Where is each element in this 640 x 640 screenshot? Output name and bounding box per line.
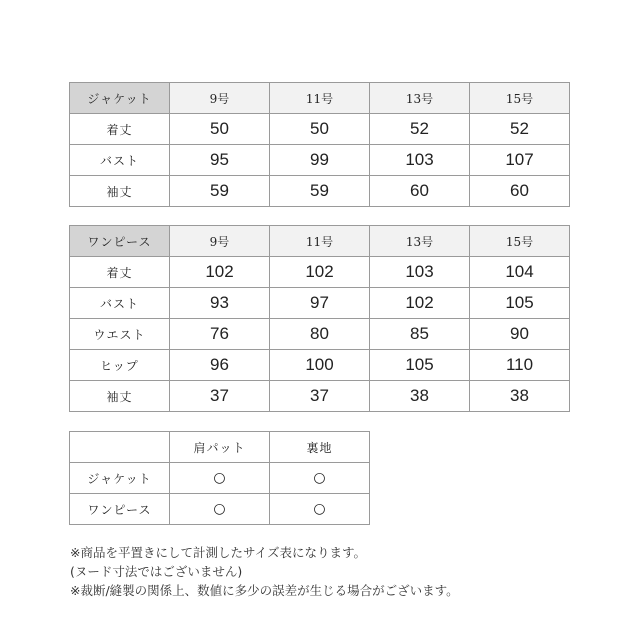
- measurement-cell: 50: [170, 114, 270, 145]
- measurement-cell: 105: [370, 350, 470, 381]
- measurement-cell: 105: [470, 288, 570, 319]
- table-row: [70, 114, 570, 145]
- measurement-cell: 90: [470, 319, 570, 350]
- table-header-row: [70, 432, 370, 463]
- row-label: 袖丈: [70, 381, 170, 412]
- size-header: 13号: [370, 226, 470, 257]
- row-label: 着丈: [70, 257, 170, 288]
- measurement-cell: 100: [270, 350, 370, 381]
- table-row: [70, 494, 370, 525]
- measurement-cell: 85: [370, 319, 470, 350]
- measurement-cell: 59: [170, 176, 270, 207]
- feature-column-header: 肩パット: [170, 432, 270, 463]
- measurement-cell: 103: [370, 145, 470, 176]
- features-table: [69, 431, 370, 525]
- onepiece-size-table: [69, 225, 570, 412]
- table-row: [70, 463, 370, 494]
- measurement-cell: 38: [470, 381, 570, 412]
- row-label: 袖丈: [70, 176, 170, 207]
- note-line: ※商品を平置きにして計測したサイズ表になります。: [70, 545, 366, 560]
- table-header-row: [70, 226, 570, 257]
- measurement-cell: 52: [470, 114, 570, 145]
- row-label: ジャケット: [70, 463, 170, 494]
- measurement-cell: 110: [470, 350, 570, 381]
- feature-mark: ○: [270, 463, 370, 494]
- onepiece-header-label: ワンピース: [70, 226, 170, 257]
- measurement-cell: 50: [270, 114, 370, 145]
- measurement-notes: [70, 543, 630, 600]
- table-row: [70, 257, 570, 288]
- measurement-cell: 97: [270, 288, 370, 319]
- row-label: バスト: [70, 145, 170, 176]
- feature-mark: ○: [170, 494, 270, 525]
- measurement-cell: 95: [170, 145, 270, 176]
- jacket-header-label: ジャケット: [70, 83, 170, 114]
- note-line: ※裁断/縫製の関係上、数値に多少の誤差が生じる場合がございます。: [70, 583, 459, 598]
- size-header: 13号: [370, 83, 470, 114]
- feature-column-header: 裏地: [270, 432, 370, 463]
- row-label: ウエスト: [70, 319, 170, 350]
- feature-mark: ○: [170, 463, 270, 494]
- measurement-cell: 104: [470, 257, 570, 288]
- size-header: 15号: [470, 226, 570, 257]
- row-label: 着丈: [70, 114, 170, 145]
- jacket-size-table: [69, 82, 570, 207]
- measurement-cell: 37: [170, 381, 270, 412]
- row-label: ヒップ: [70, 350, 170, 381]
- measurement-cell: 102: [270, 257, 370, 288]
- measurement-cell: 93: [170, 288, 270, 319]
- measurement-cell: 76: [170, 319, 270, 350]
- measurement-cell: 52: [370, 114, 470, 145]
- measurement-cell: 80: [270, 319, 370, 350]
- row-label: バスト: [70, 288, 170, 319]
- size-header: 11号: [270, 83, 370, 114]
- measurement-cell: 59: [270, 176, 370, 207]
- features-header-blank: [70, 432, 170, 463]
- measurement-cell: 107: [470, 145, 570, 176]
- measurement-cell: 99: [270, 145, 370, 176]
- measurement-cell: 96: [170, 350, 270, 381]
- size-header: 11号: [270, 226, 370, 257]
- measurement-cell: 103: [370, 257, 470, 288]
- table-row: [70, 145, 570, 176]
- table-row: [70, 176, 570, 207]
- measurement-cell: 37: [270, 381, 370, 412]
- row-label: ワンピース: [70, 494, 170, 525]
- table-row: [70, 288, 570, 319]
- measurement-cell: 60: [470, 176, 570, 207]
- size-header: 15号: [470, 83, 570, 114]
- measurement-cell: 102: [170, 257, 270, 288]
- note-line: (ヌード寸法ではございません): [70, 564, 243, 579]
- size-header: 9号: [170, 83, 270, 114]
- measurement-cell: 60: [370, 176, 470, 207]
- table-row: [70, 319, 570, 350]
- measurement-cell: 102: [370, 288, 470, 319]
- feature-mark: ○: [270, 494, 370, 525]
- table-row: [70, 381, 570, 412]
- size-header: 9号: [170, 226, 270, 257]
- table-row: [70, 350, 570, 381]
- measurement-cell: 38: [370, 381, 470, 412]
- table-header-row: [70, 83, 570, 114]
